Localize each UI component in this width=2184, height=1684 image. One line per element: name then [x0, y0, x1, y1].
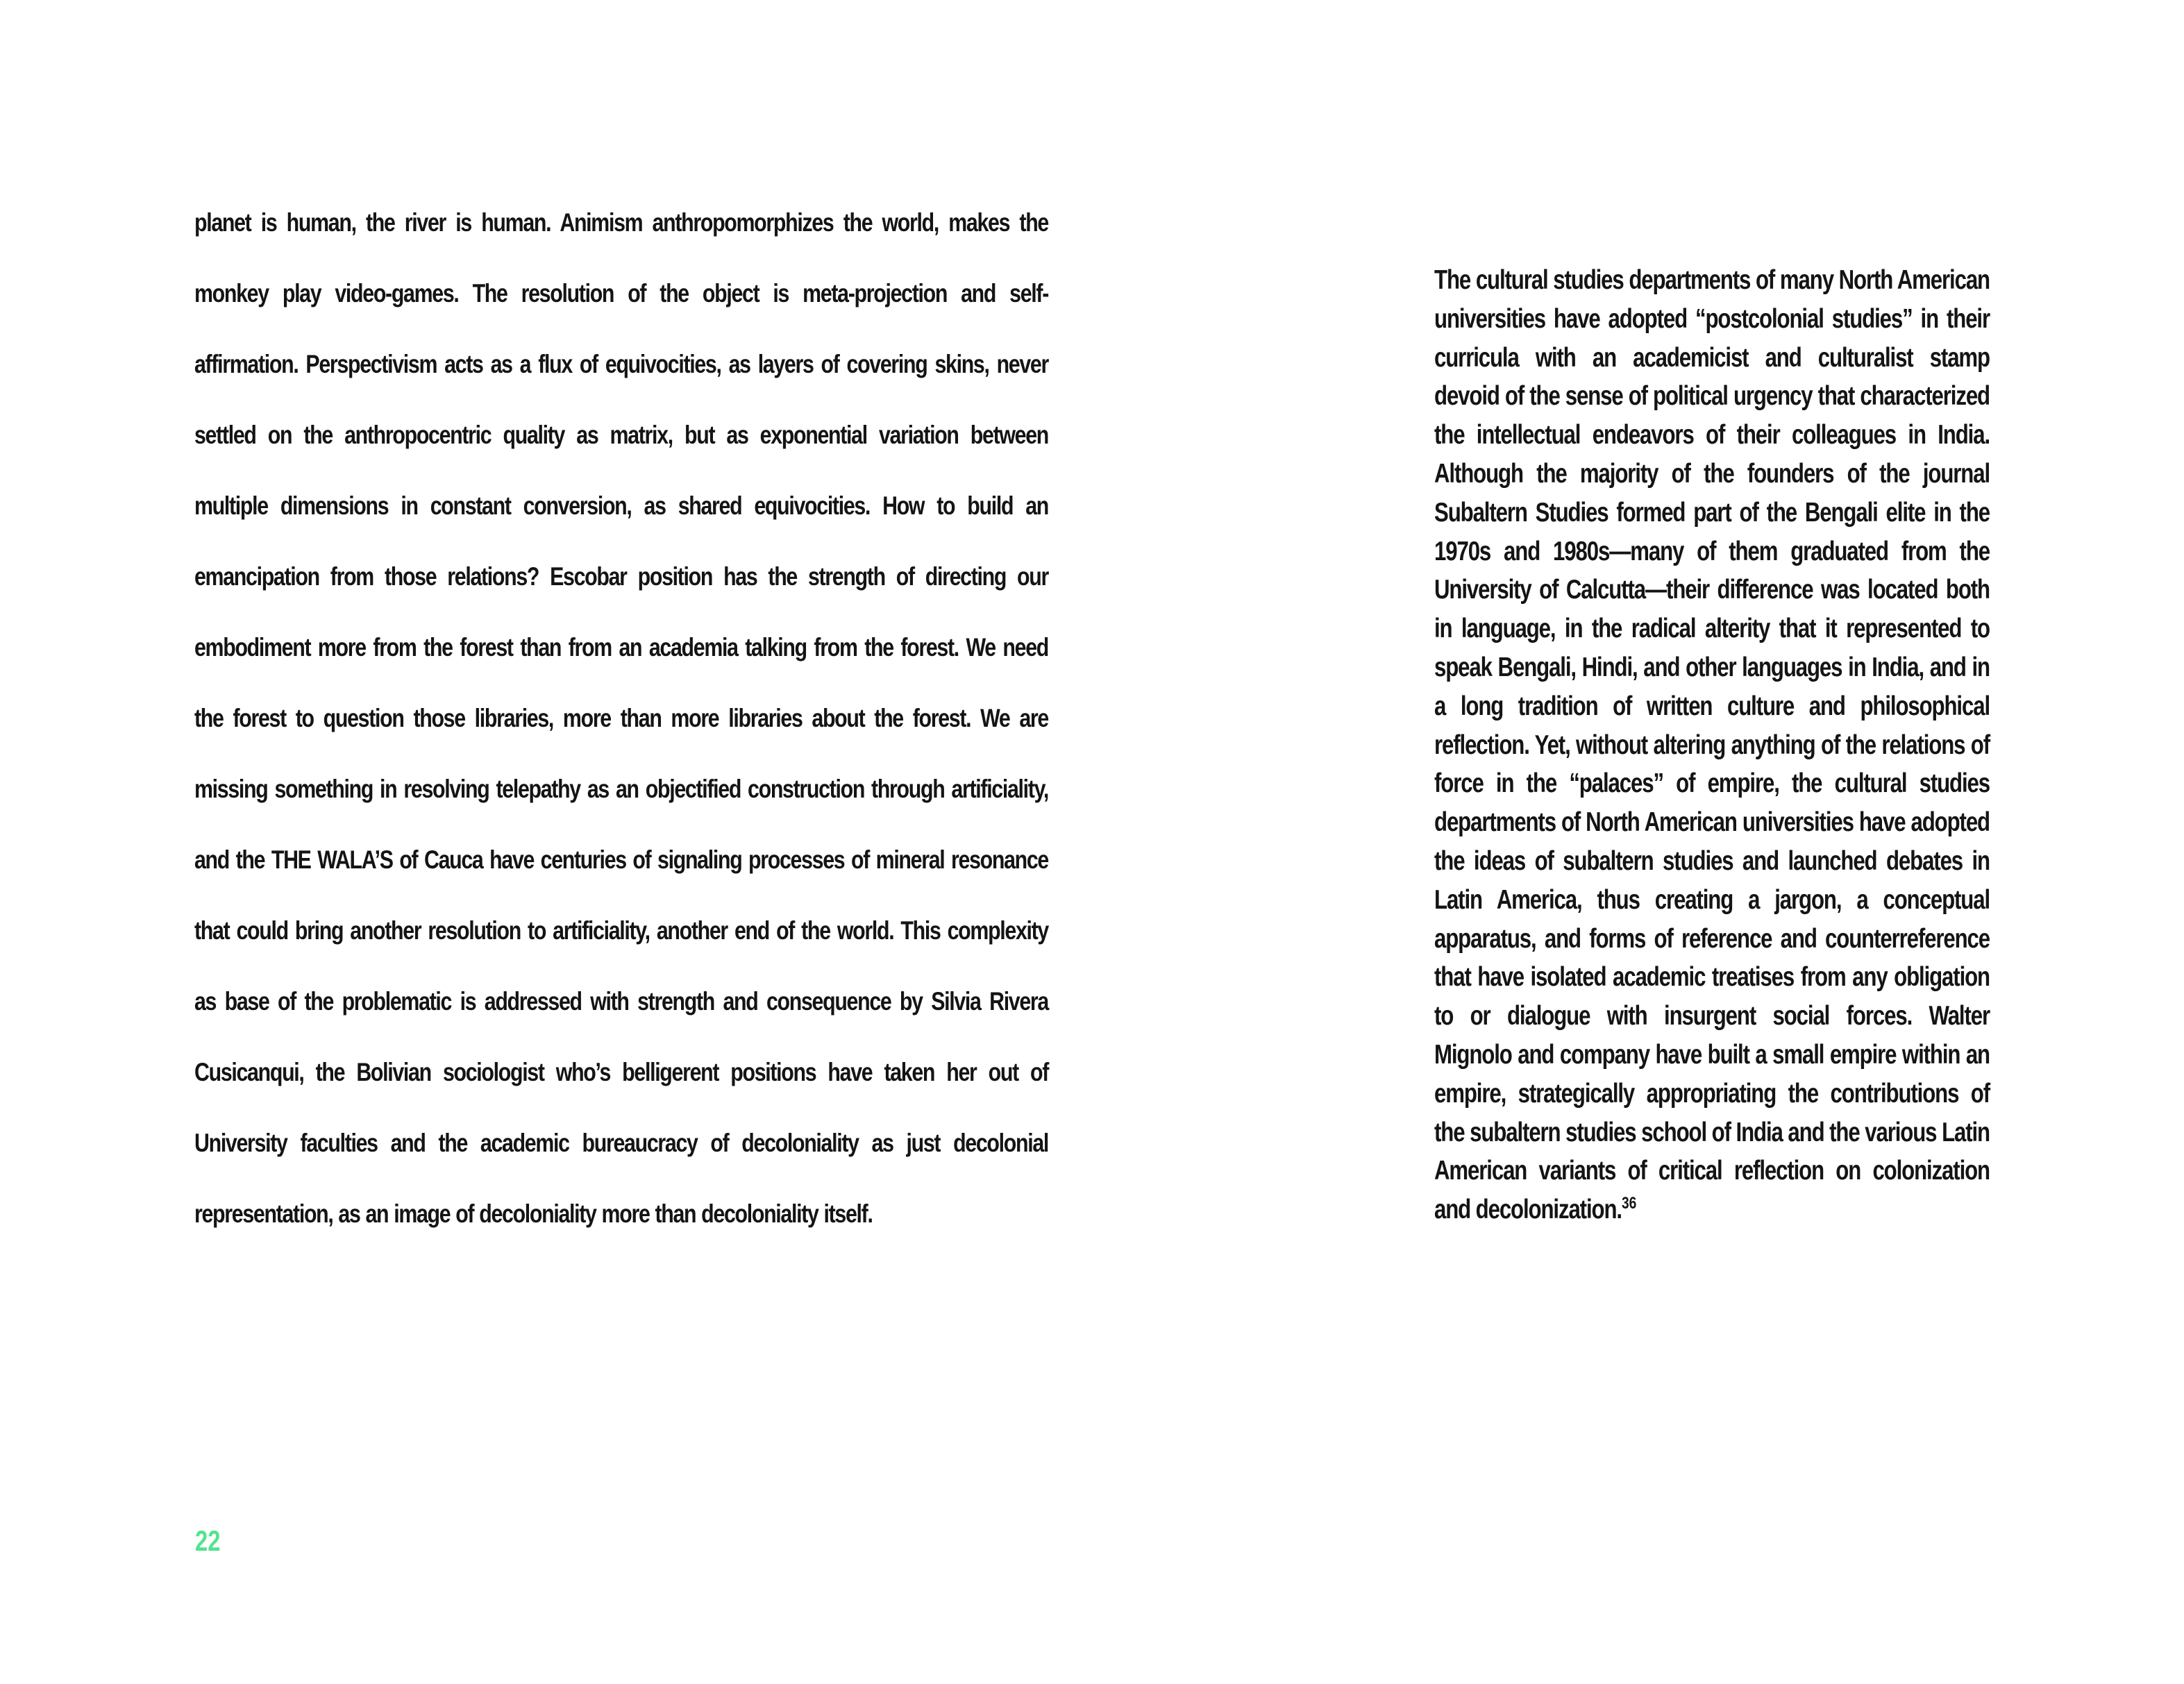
left-page: [194, 187, 1048, 1249]
page-number: 22: [195, 1524, 221, 1557]
block-quote-text: The cultural studies departments of many North American universities have adopted “postcolonial studies” in their curricula with an academicist and culturalist stamp devoid of the sense of political urgency that characterized the intellectual endeavors of their colleagues in India. Although the majority of the founders of the journal Subaltern Studies formed part of the Bengali elite in the 1970s and 1980s—many of them graduated from the University of Calcutta—their difference was located both in language, in the radical alterity that it represented to speak Bengali, Hindi, and other languages in India, and in a long tradition of written culture and philosophical reflection. Yet, without altering anything of the relations of force in the “palaces” of empire, the cultural studies departments of North American universities have adopted the ideas of subaltern studies and launched debates in Latin America, thus creating a jargon, a conceptual apparatus, and forms of reference and counterreference that have isolated academic treatises from any obligation to or dialogue with insurgent social forces. Walter Mignolo and company have built a small empire within an empire, strategically appropriating the contributions of the subaltern studies school of India and the various Latin American variants of critical reflection on colonization and decolonization.: [1434, 265, 1990, 1225]
footnote-reference: 36: [1621, 1194, 1637, 1213]
right-page: [1434, 261, 1990, 1229]
block-quote: [1434, 261, 1990, 1229]
body-paragraph: planet is human, the river is human. Animism anthropomorphizes the world, makes the monkey play video-games. The resolution of the object is meta-projection and self-affirmation. Perspectivism acts as a flux of equivocities, as layers of covering skins, never settled on the anthropocentric quality as matrix, but as exponential variation between multiple dimensions in constant conversion, as shared equivocities. How to build an emancipation from those relations? Escobar position has the strength of directing our embodiment more from the forest than from an academia talking from the forest. We need the forest to question those libraries, more than more libraries about the forest. We are missing something in resolving telepathy as an objectified construction through artificiality, and the THE WALA’S of Cauca have centuries of signaling processes of mineral resonance that could bring another resolution to artificiality, another end of the world. This complexity as base of the problematic is addressed with strength and consequence by Silvia Rivera Cusicanqui, the Bolivian sociologist who’s belligerent positions have taken her out of University faculties and the academic bureaucracy of decoloniality as just decolonial representation, as an image of decoloniality more than decoloniality itself.: [194, 208, 1048, 1228]
